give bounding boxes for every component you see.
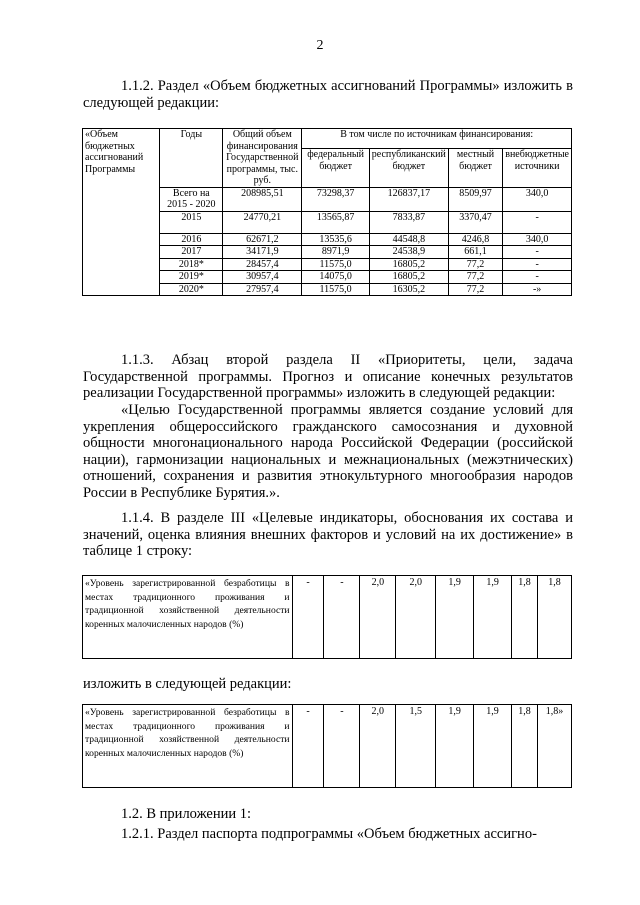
replace-text: изложить в следующей редакции:: [83, 676, 292, 692]
indicator-value: -: [292, 705, 324, 788]
indicator-value: 2,0: [360, 576, 396, 659]
row-extra: -: [503, 258, 572, 271]
row-federal: 13565,87: [302, 211, 369, 233]
row-year: 2019*: [160, 271, 223, 284]
paragraph-1-2: 1.2. В приложении 1:: [121, 806, 252, 822]
row-local: 661,1: [448, 246, 502, 259]
indicator-label: «Уровень зарегистрированной безработицы в местах традиционного проживания и традиционной хозяйственной деятельности коренных малочисленных народов (%): [83, 705, 293, 788]
col-years-header: Годы: [160, 129, 223, 188]
row-year: 2015: [160, 211, 223, 233]
row-extra: -»: [503, 283, 572, 296]
paragraph-1-1-3: 1.1.3. Абзац второй раздела II «Приоритеты, цели, задача Государственной программы. Прогноз и описание конечных результатов реализации Государственной программы» изложить в следующей редакции:: [83, 352, 573, 402]
row-year: 2020*: [160, 283, 223, 296]
row-total: 34171,9: [223, 246, 302, 259]
indicator-value: 2,0: [360, 705, 396, 788]
row-federal: 11575,0: [302, 283, 369, 296]
indicator-table-old: [82, 575, 572, 659]
row-total: 208985,51: [223, 187, 302, 211]
row-year: Всего на 2015 - 2020: [160, 187, 223, 211]
table-row: [83, 576, 572, 659]
indicator-value: 1,9: [474, 576, 512, 659]
row-republic: 16805,2: [369, 258, 448, 271]
indicator-table-new: [82, 704, 572, 788]
row-republic: 24538,9: [369, 246, 448, 259]
row-federal: 14075,0: [302, 271, 369, 284]
indicator-label: «Уровень зарегистрированной безработицы в местах традиционного проживания и традиционной хозяйственной деятельности коренных малочисленных народов (%): [83, 576, 293, 659]
table-row: [83, 705, 572, 788]
row-total: 62671,2: [223, 233, 302, 246]
row-year: 2016: [160, 233, 223, 246]
page-number: 2: [316, 38, 324, 53]
row-local: 4246,8: [448, 233, 502, 246]
row-extra: 340,0: [503, 187, 572, 211]
row-federal: 8971,9: [302, 246, 369, 259]
indicator-value: 1,8: [538, 576, 572, 659]
row-local: 3370,47: [448, 211, 502, 233]
paragraph-1-2-1: 1.2.1. Раздел паспорта подпрограммы «Объем бюджетных ассигно-: [121, 826, 537, 842]
paragraph-1-1-4: 1.1.4. В разделе III «Целевые индикаторы, обоснования их состава и значений, оценка влияния внешних факторов и условий на их достижение» в таблице 1 строку:: [83, 510, 573, 560]
col-local-header: местный бюджет: [448, 149, 502, 187]
row-local: 77,2: [448, 283, 502, 296]
row-year: 2017: [160, 246, 223, 259]
row-republic: 16805,2: [369, 271, 448, 284]
indicator-value: 1,9: [474, 705, 512, 788]
indicator-value: 1,8»: [537, 705, 571, 788]
row-republic: 44548,8: [369, 233, 448, 246]
row-republic: 7833,87: [369, 211, 448, 233]
indicator-value: 1,8: [512, 576, 538, 659]
indicator-value: -: [324, 705, 360, 788]
row-federal: 11575,0: [302, 258, 369, 271]
row-republic: 126837,17: [369, 187, 448, 211]
col-extra-header: внебюджетные источники: [503, 149, 572, 187]
row-total: 24770,21: [223, 211, 302, 233]
financing-table: [82, 128, 572, 296]
row-extra: -: [503, 271, 572, 284]
col-federal-header: федеральный бюджет: [302, 149, 369, 187]
row-total: 28457,4: [223, 258, 302, 271]
indicator-value: 1,9: [436, 576, 474, 659]
row-extra: -: [503, 246, 572, 259]
row-local: 77,2: [448, 258, 502, 271]
quote-goal: «Целью Государственной программы является создание условий для укрепления общероссийского гражданского самосознания и духовной общности многонационального народа Российской Федерации (российской нации), гармонизации национальных и межнациональных (межэтнических) отношений, сохранения и развития этнокультурного многообразия народов России в Республике Бурятия.».: [83, 402, 573, 501]
row-year: 2018*: [160, 258, 223, 271]
row-federal: 13535,6: [302, 233, 369, 246]
row-extra: -: [503, 211, 572, 233]
indicator-value: 2,0: [396, 576, 436, 659]
col-total-header: Общий объем финансирования Государственной программы, тыс. руб.: [223, 129, 302, 188]
row-total: 27957,4: [223, 283, 302, 296]
row-extra: 340,0: [503, 233, 572, 246]
row-total: 30957,4: [223, 271, 302, 284]
indicator-value: -: [324, 576, 360, 659]
indicator-value: 1,8: [512, 705, 538, 788]
col-republic-header: республиканский бюджет: [369, 149, 448, 187]
indicator-value: 1,9: [436, 705, 474, 788]
row-federal: 73298,37: [302, 187, 369, 211]
row-republic: 16305,2: [369, 283, 448, 296]
indicator-value: -: [292, 576, 324, 659]
paragraph-1-1-2: 1.1.2. Раздел «Объем бюджетных ассигнований Программы» изложить в следующей редакции:: [83, 78, 573, 111]
row-local: 8509,97: [448, 187, 502, 211]
indicator-value: 1,5: [396, 705, 436, 788]
row-local: 77,2: [448, 271, 502, 284]
financing-label: «Объем бюджетных ассигнований Программы: [83, 129, 160, 296]
col-sources-header: В том числе по источникам финансирования:: [302, 129, 572, 149]
